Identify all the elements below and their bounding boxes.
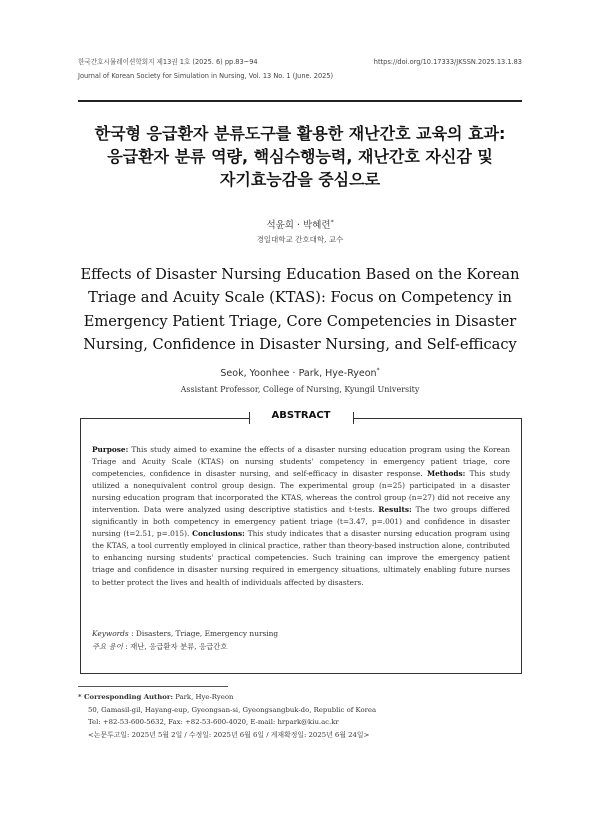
doi-link[interactable]: https://doi.org/10.17333/JKSSN.2025.13.1.83 [373,58,522,66]
footnote [78,691,530,742]
running-header [78,55,522,83]
authors-korean-names: 석윤희 · 박혜련 [266,220,331,231]
corresponding-mark: * [376,367,380,374]
title-korean [60,122,540,191]
corresponding-author-name: Park, Hye-Ryeon [173,693,234,701]
author-contact[interactable]: Tel: +82-53-600-5632, Fax: +82-53-600-4020, E-mail: hrpark@kiu.ac.kr [88,718,339,727]
title-english-line: Triage and Acuity Scale (KTAS): Focus on Competency in [88,289,512,307]
title-english [60,263,540,357]
purpose-label: Purpose: [92,445,129,454]
footnote-rule [78,686,228,687]
keywords [92,627,510,653]
authors-english-names: Seok, Yoonhee · Park, Hye-Ryeon [220,368,377,380]
title-korean-line: 한국형 응급환자 분류도구를 활용한 재난간호 교육의 효과: [94,124,506,143]
title-korean-line: 자기효능감을 중심으로 [219,170,381,189]
author-address: 50, Gamasil-gil, Hayang-eup, Gyeongsan-si, Gyeongsangbuk-do, Republic of Korea [88,705,377,714]
conclusions-text: This study indicates that a disaster nursing education program using the KTAS, a tool currently employed in clinical practice, rather than theory-based instruction alone, contributed to enhancing nursing students' practical competencies. Such training can improve the emergency patient triage and confidence in disaster nursing required in emergency situations, ultimately enabling future nurses to better protect the lives and health of individuals affected by disasters. [92,529,510,587]
title-english-line: Emergency Patient Triage, Core Competencies in Disaster [83,312,517,330]
conclusions-label: Conclusions: [192,529,245,539]
results-label: Results: [378,505,412,515]
journal-citation-ko: 한국간호시뮬레이션학회지 제13권 1호 (2025. 6) pp.83~94 [78,58,258,66]
purpose-text: This study aimed to examine the effects of a disaster nursing education program using the Korean Triage and Acuity Scale (KTAS) on nursing students' competency in emergency patient triage, core competencies, confidence in disaster nursing, and self-efficacy in disaster response. [92,445,510,479]
affiliation-korean: 경일대학교 간호대학, 교수 [256,235,344,244]
authors-english [0,367,600,379]
keywords-korean-text: : 재난, 응급환자 분류, 응급간호 [122,642,228,651]
header-rule [78,100,522,102]
methods-text: This study utilized a nonequivalent control group design. The experimental group (n=25) participated in a disaster nursing education program that incorporated the KTAS, whereas the control group (n=27) did not receive any intervention. Data were analyzed using descriptive statistics and t-tests. [92,469,510,515]
keywords-english [92,627,510,640]
keywords-korean-label: 주요 용어 [92,642,123,651]
journal-citation-en: Journal of Korean Society for Simulation in Nursing, Vol. 13 No. 1 (June. 2025) [78,72,334,80]
keywords-english-text: : Disasters, Triage, Emergency nursing [128,629,279,638]
methods-label: Methods: [426,469,466,479]
corresponding-author [78,691,530,704]
abstract-body [92,444,510,589]
submission-dates: <논문투고일: 2025년 5월 2일 / 수정일: 2025년 6월 6일 / 게재확정일: 2025년 6월 24일> [88,731,370,740]
abstract-box [80,410,522,674]
title-korean-line: 응급환자 분류 역량, 핵심수행능력, 재난간호 자신감 및 [107,147,493,166]
keywords-korean [92,640,510,653]
keywords-english-label: Keywords [92,629,129,638]
authors-korean [0,217,600,231]
title-english-line: Effects of Disaster Nursing Education Based on the Korean [80,266,520,283]
results-text: The two groups differed significantly in both competency in emergency patient triage (t=3.47, p=.001) and confidence in disaster nursing (t=2.51, p=.015). [92,505,510,539]
title-english-line: Nursing, Confidence in Disaster Nursing, and Self-efficacy [83,336,517,354]
corresponding-author-label: * Corresponding Author: [78,693,174,701]
affiliation-english: Assistant Professor, College of Nursing, Kyungil University [180,385,420,394]
corresponding-mark: * [330,218,334,226]
abstract-heading: ABSTRACT [271,410,331,421]
